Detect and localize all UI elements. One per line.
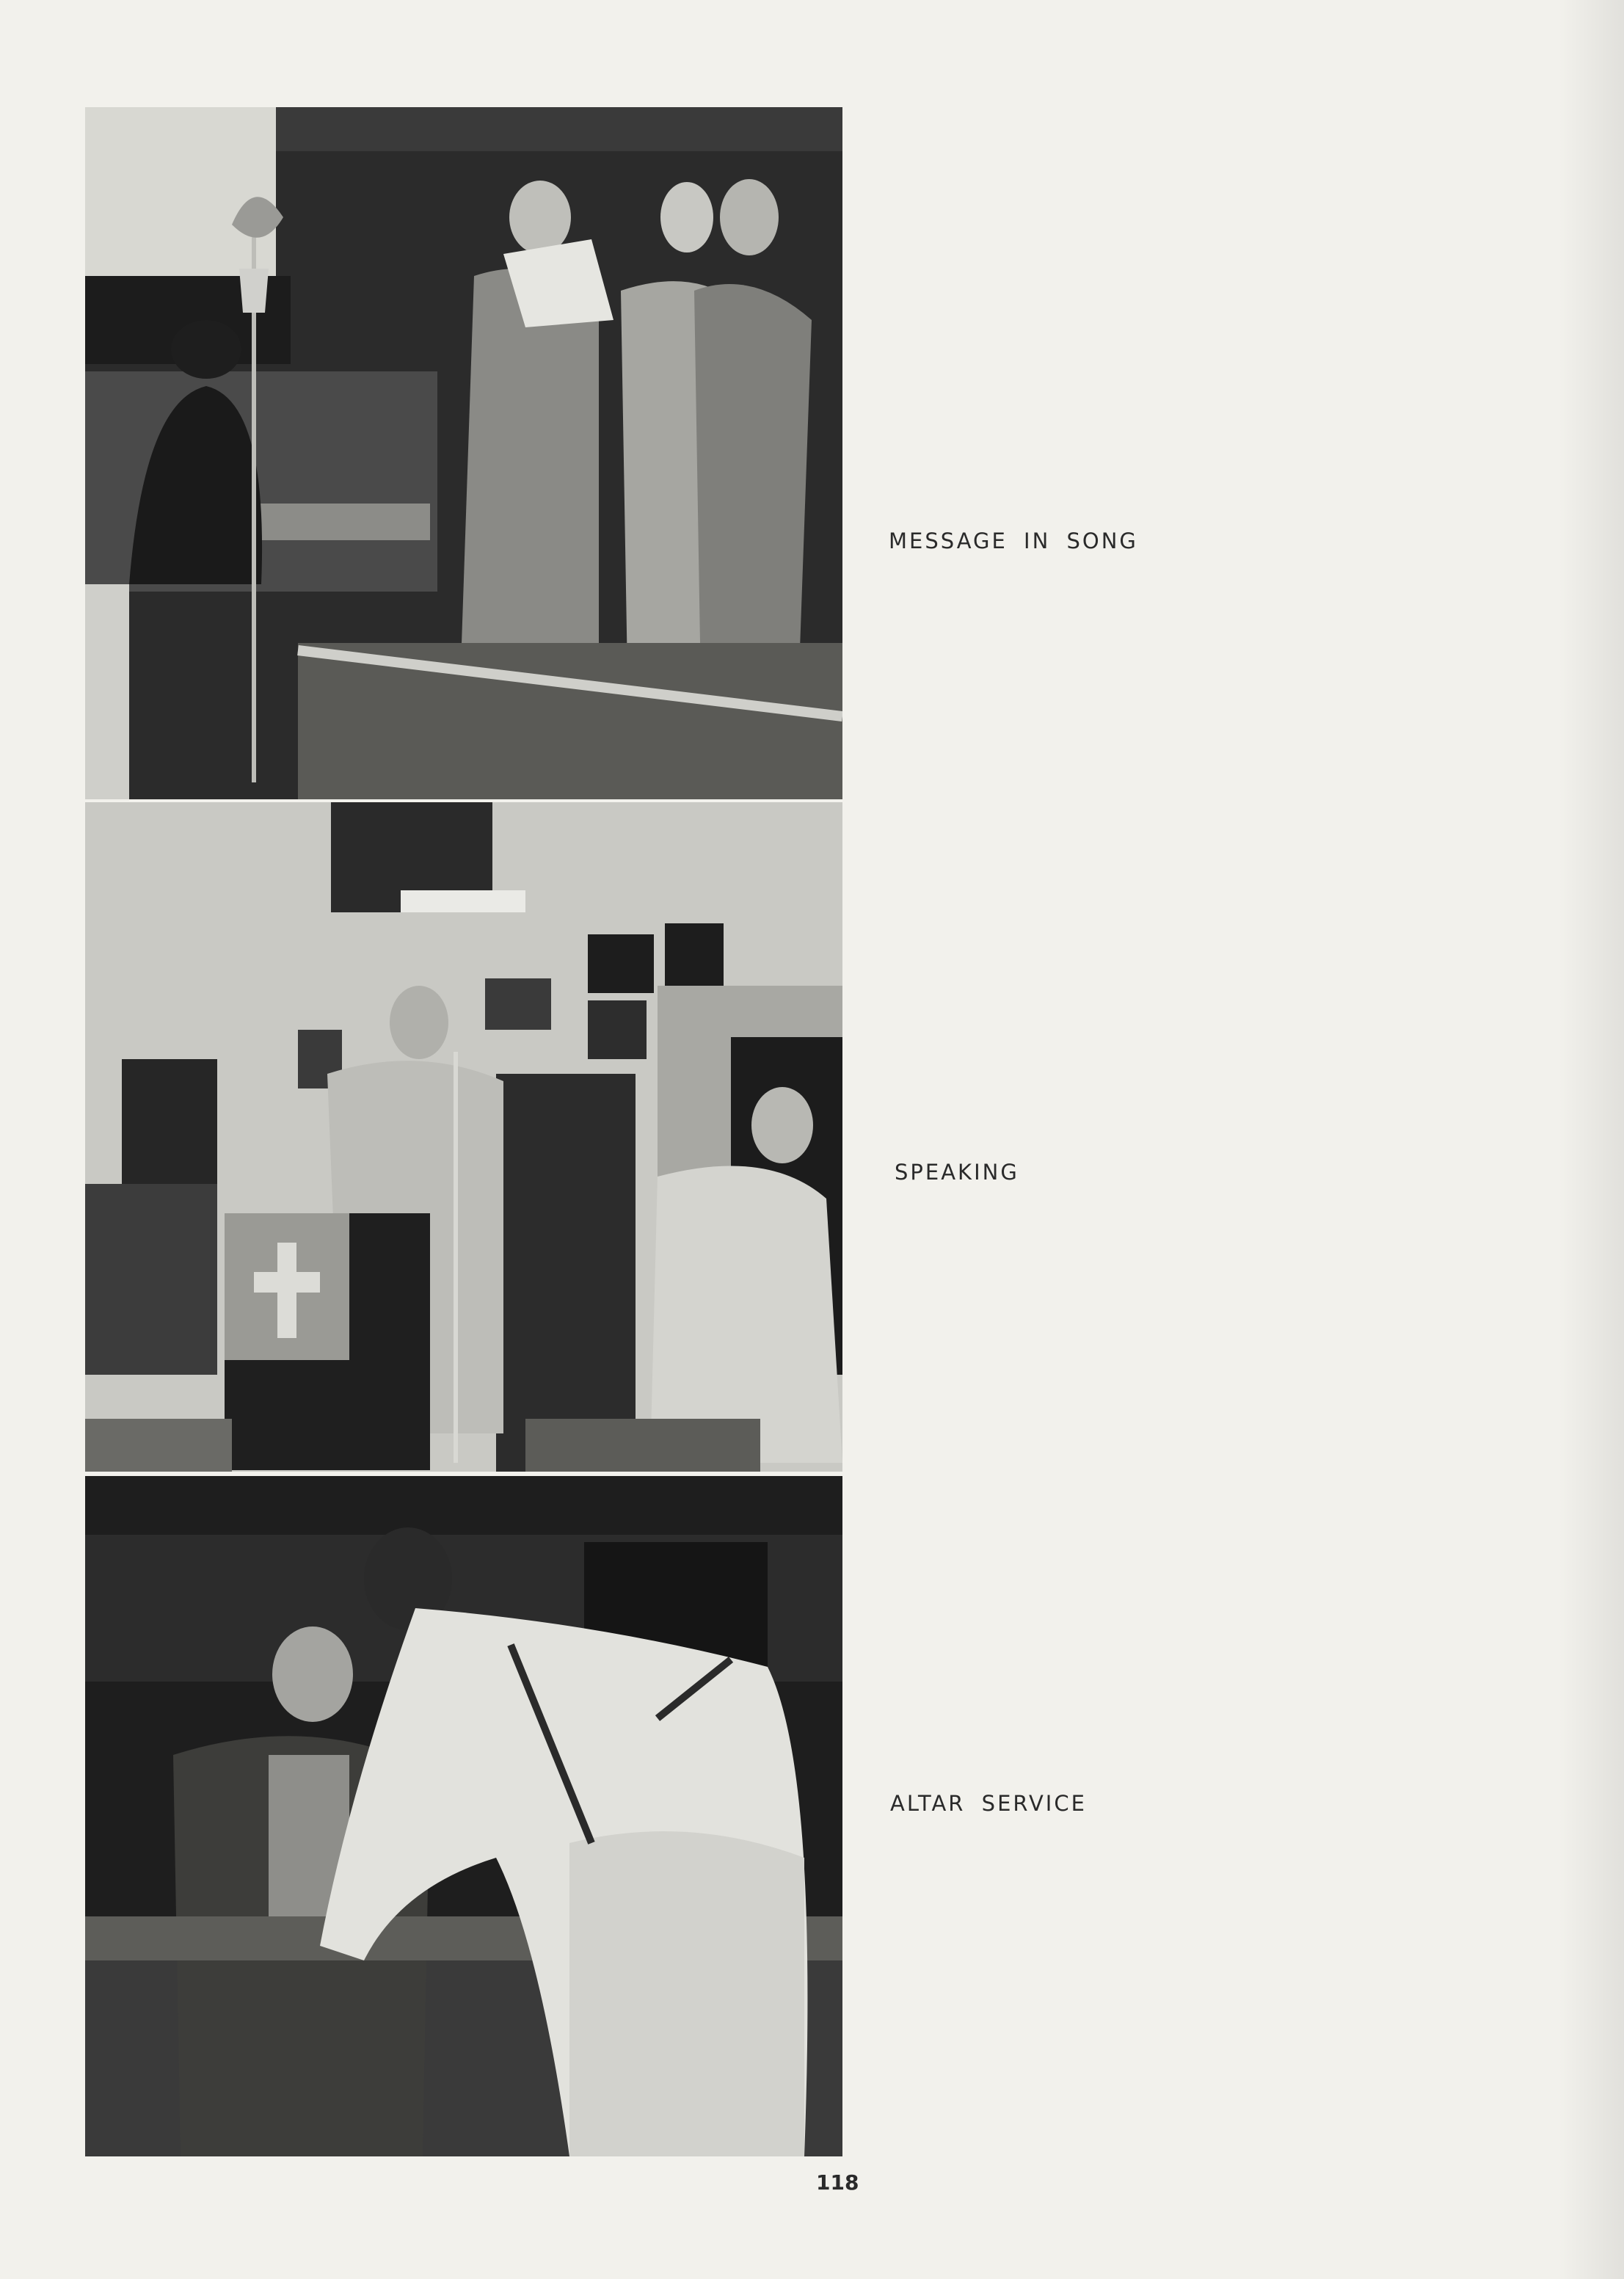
photo-altar-service [85,1476,842,2156]
photo-message-in-song-image [85,107,842,799]
photo-message-in-song [85,107,842,799]
photo-speaking-image [85,802,842,1472]
photo-caption-altar-service: ALTAR SERVICE [890,1791,1087,1816]
photo-speaking [85,802,842,1472]
photo-caption-speaking: SPEAKING [895,1160,1019,1185]
photo-caption-message-in-song: MESSAGE IN SONG [889,528,1138,553]
page-number: 118 [816,2170,859,2195]
photo-altar-service-image [85,1476,842,2156]
page-edge-shadow [1558,0,1624,2279]
